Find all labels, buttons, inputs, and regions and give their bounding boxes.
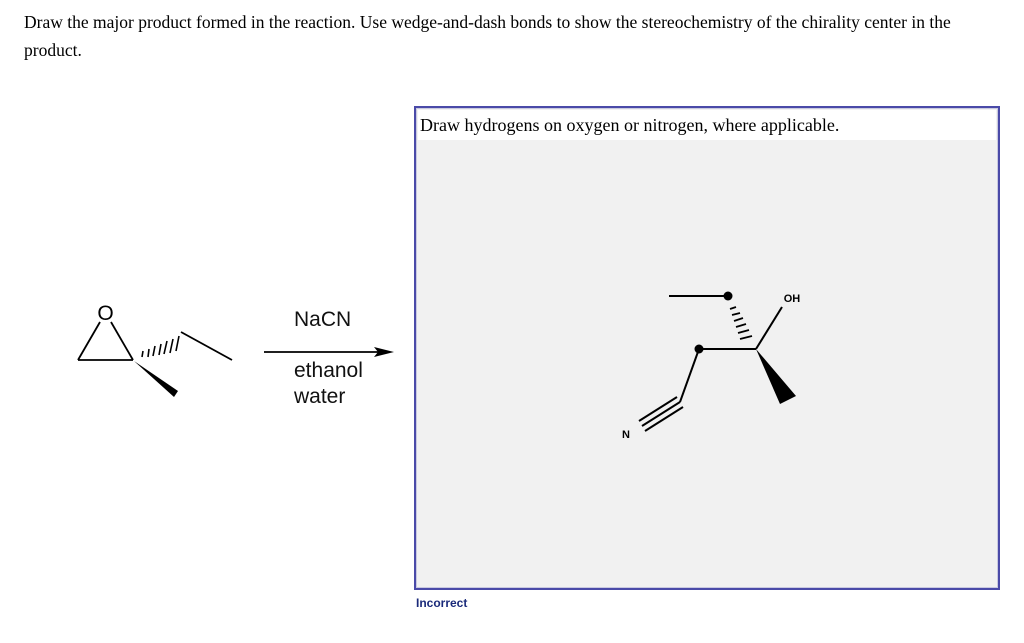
status-incorrect: Incorrect: [416, 596, 468, 610]
drawing-canvas-panel[interactable]: [414, 106, 1000, 590]
panel-instruction: Draw hydrogens on oxygen or nitrogen, where applicable.: [418, 110, 996, 140]
question-text: Draw the major product formed in the reaction. Use wedge-and-dash bonds to show the stereochemistry of the chirality center in the product.: [24, 12, 951, 60]
product-solid-wedge: [756, 349, 796, 404]
reagent-nacn: NaCN: [294, 308, 352, 331]
epoxide-bond-c2-o: [111, 322, 133, 360]
product-bond-ch2-cn: [680, 349, 699, 402]
product-bond-oh: [756, 307, 782, 349]
reagent-solvents: [294, 358, 363, 410]
reagent-ethanol: ethanol: [294, 359, 363, 382]
product-triple-bond: [639, 397, 683, 431]
product-hydroxyl-label: OH: [783, 293, 801, 305]
reagent-water: water: [294, 385, 346, 408]
product-nitrogen-label: N: [622, 429, 630, 441]
ethyl-bond: [181, 332, 232, 360]
reaction-scheme: [0, 0, 420, 643]
product-hashed-bond: [730, 307, 752, 339]
epoxide-bond-c1-o: [78, 322, 100, 360]
hashed-wedge-bond: [142, 336, 179, 357]
product-structure[interactable]: [416, 108, 998, 588]
epoxide-oxygen-label: O: [97, 302, 114, 325]
solid-wedge-bond: [134, 361, 178, 397]
product-atom-dot-upper: [724, 292, 733, 301]
